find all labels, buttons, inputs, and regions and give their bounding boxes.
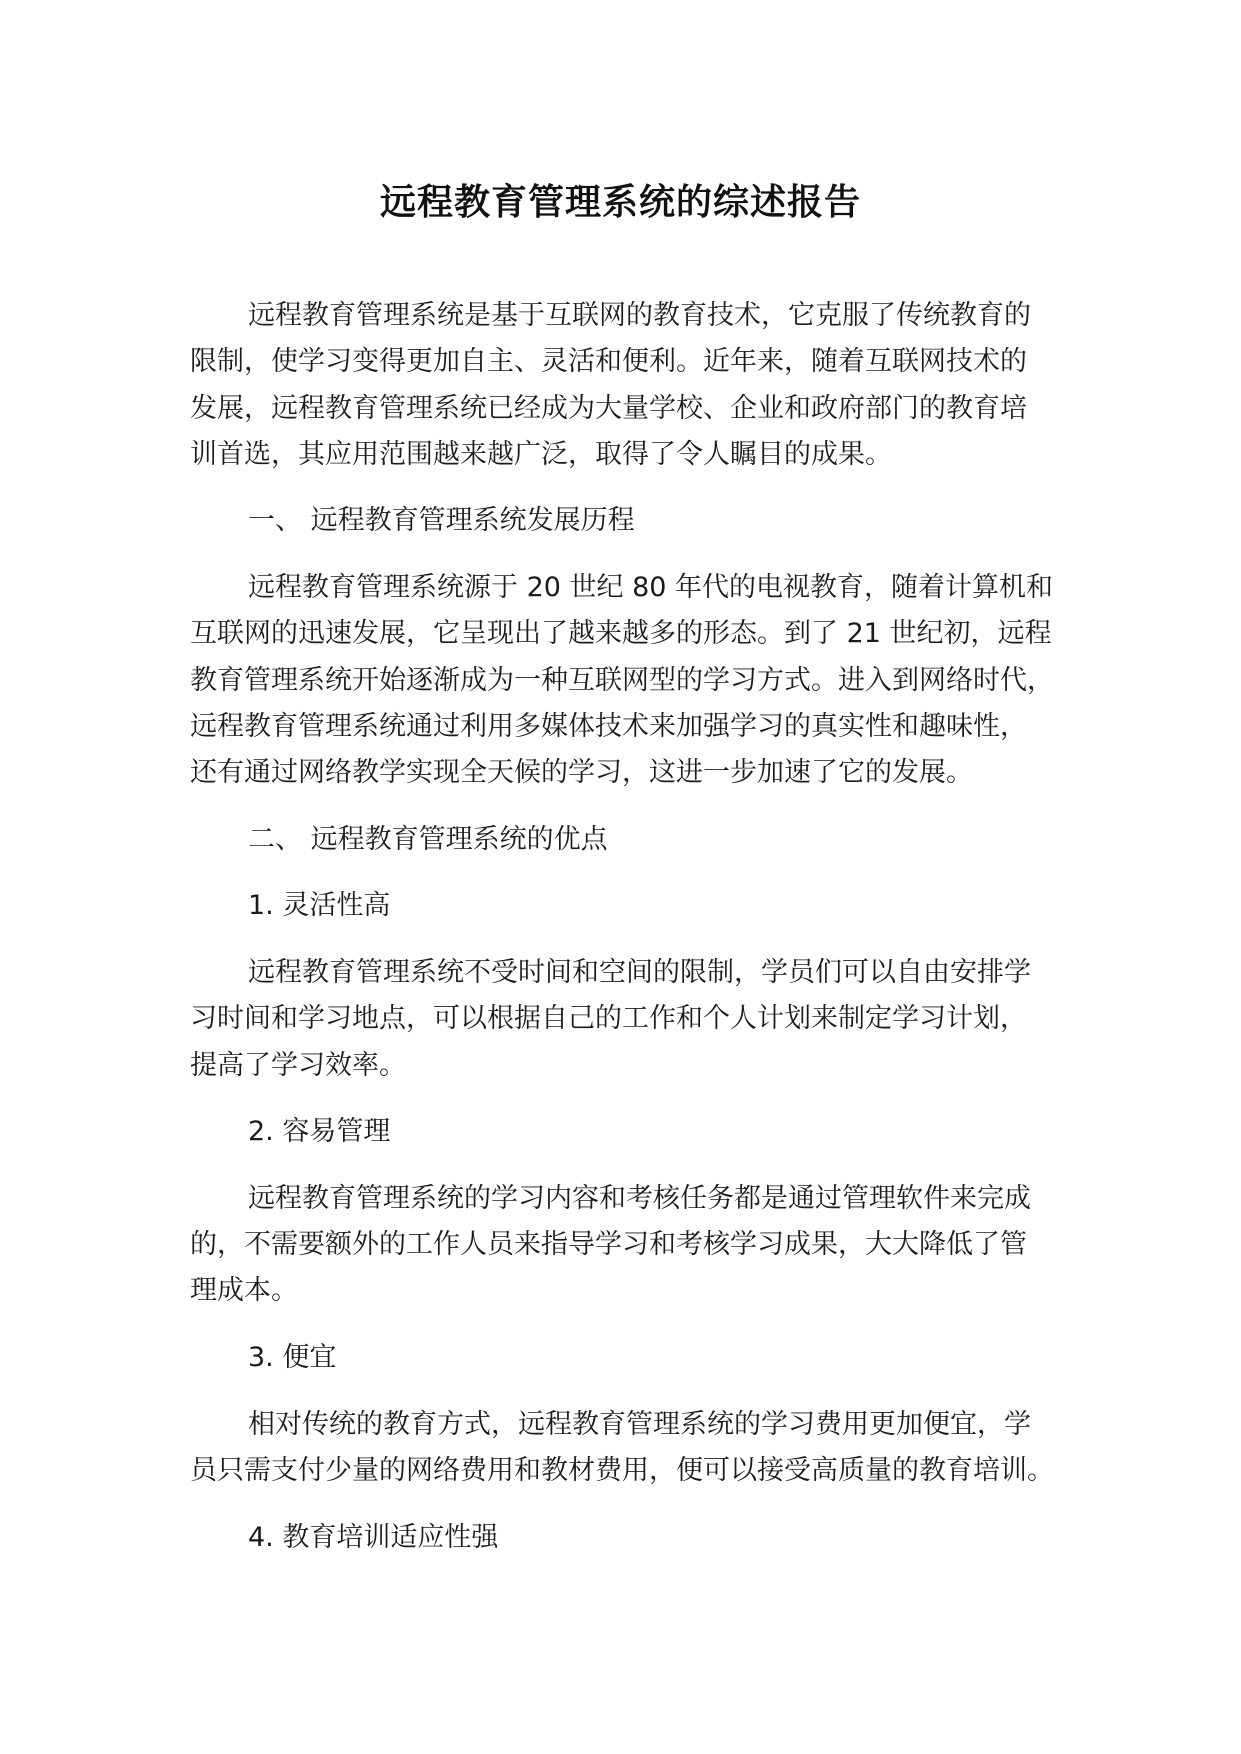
paragraph-line: 远程教育管理系统通过利用多媒体技术来加强学习的真实性和趣味性， [190, 710, 1027, 742]
document-body [190, 293, 1150, 1581]
subsection-heading [190, 1335, 1150, 1381]
paragraph-line: 远程教育管理系统不受时间和空间的限制，学员们可以自由安排学 [248, 957, 1031, 989]
paragraph-line: 远程教育管理系统的学习内容和考核任务都是通过管理软件来完成 [248, 1182, 1031, 1214]
paragraph-line: 远程教育管理系统是基于互联网的教育技术，它克服了传统教育的 [248, 300, 1031, 331]
paragraph-line: 互联网的迅速发展，它呈现出了越来越多的形态。到了 21 世纪初，远程 [190, 618, 1052, 650]
subsection-heading-text: 1. 灵活性高 [248, 890, 391, 922]
paragraph-line: 提高了学习效率。 [190, 1049, 406, 1081]
subsection-heading-text: 2. 容易管理 [248, 1116, 391, 1148]
paragraph-line: 的，不需要额外的工作人员来指导学习和考核学习成果，大大降低了管 [190, 1229, 1027, 1261]
paragraph-line: 还有通过网络教学实现全天候的学习，这进一步加速了它的发展。 [190, 757, 973, 789]
paragraph-line: 训首选，其应用范围越来越广泛，取得了令人瞩目的成果。 [190, 438, 892, 470]
subsection-paragraph [190, 1176, 1150, 1315]
paragraph-line: 员只需支付少量的网络费用和教材费用，便可以接受高质量的教育培训。 [190, 1454, 1054, 1486]
intro-paragraph [190, 293, 1150, 478]
section-heading-text: 一、 远程教育管理系统发展历程 [248, 505, 635, 537]
subsection-heading [190, 1515, 1150, 1561]
paragraph-line: 限制，使学习变得更加自主、灵活和便利。近年来，随着互联网技术的 [190, 346, 1027, 378]
subsection-paragraph [190, 1402, 1150, 1495]
section-heading [190, 817, 1150, 863]
subsection-paragraph [190, 950, 1150, 1089]
paragraph-line: 相对传统的教育方式，远程教育管理系统的学习费用更加便宜，学 [248, 1408, 1031, 1440]
paragraph-line: 理成本。 [190, 1275, 298, 1307]
document-title: 远程教育管理系统的综述报告 [379, 182, 861, 223]
subsection-heading [190, 883, 1150, 929]
subsection-heading-text: 3. 便宜 [248, 1342, 337, 1374]
paragraph-line: 习时间和学习地点，可以根据自己的工作和个人计划来制定学习计划， [190, 1003, 1027, 1035]
subsection-heading-text: 4. 教育培训适应性强 [248, 1521, 499, 1553]
section-heading-text: 二、 远程教育管理系统的优点 [248, 823, 608, 855]
section1-paragraph [190, 565, 1150, 796]
paragraph-line: 发展，远程教育管理系统已经成为大量学校、企业和政府部门的教育培 [190, 392, 1027, 424]
paragraph-line: 教育管理系统开始逐渐成为一种互联网型的学习方式。进入到网络时代， [190, 664, 1054, 696]
section-heading [190, 498, 1150, 544]
paragraph-line: 远程教育管理系统源于 20 世纪 80 年代的电视教育，随着计算机和 [248, 572, 1054, 604]
subsection-heading [190, 1109, 1150, 1155]
